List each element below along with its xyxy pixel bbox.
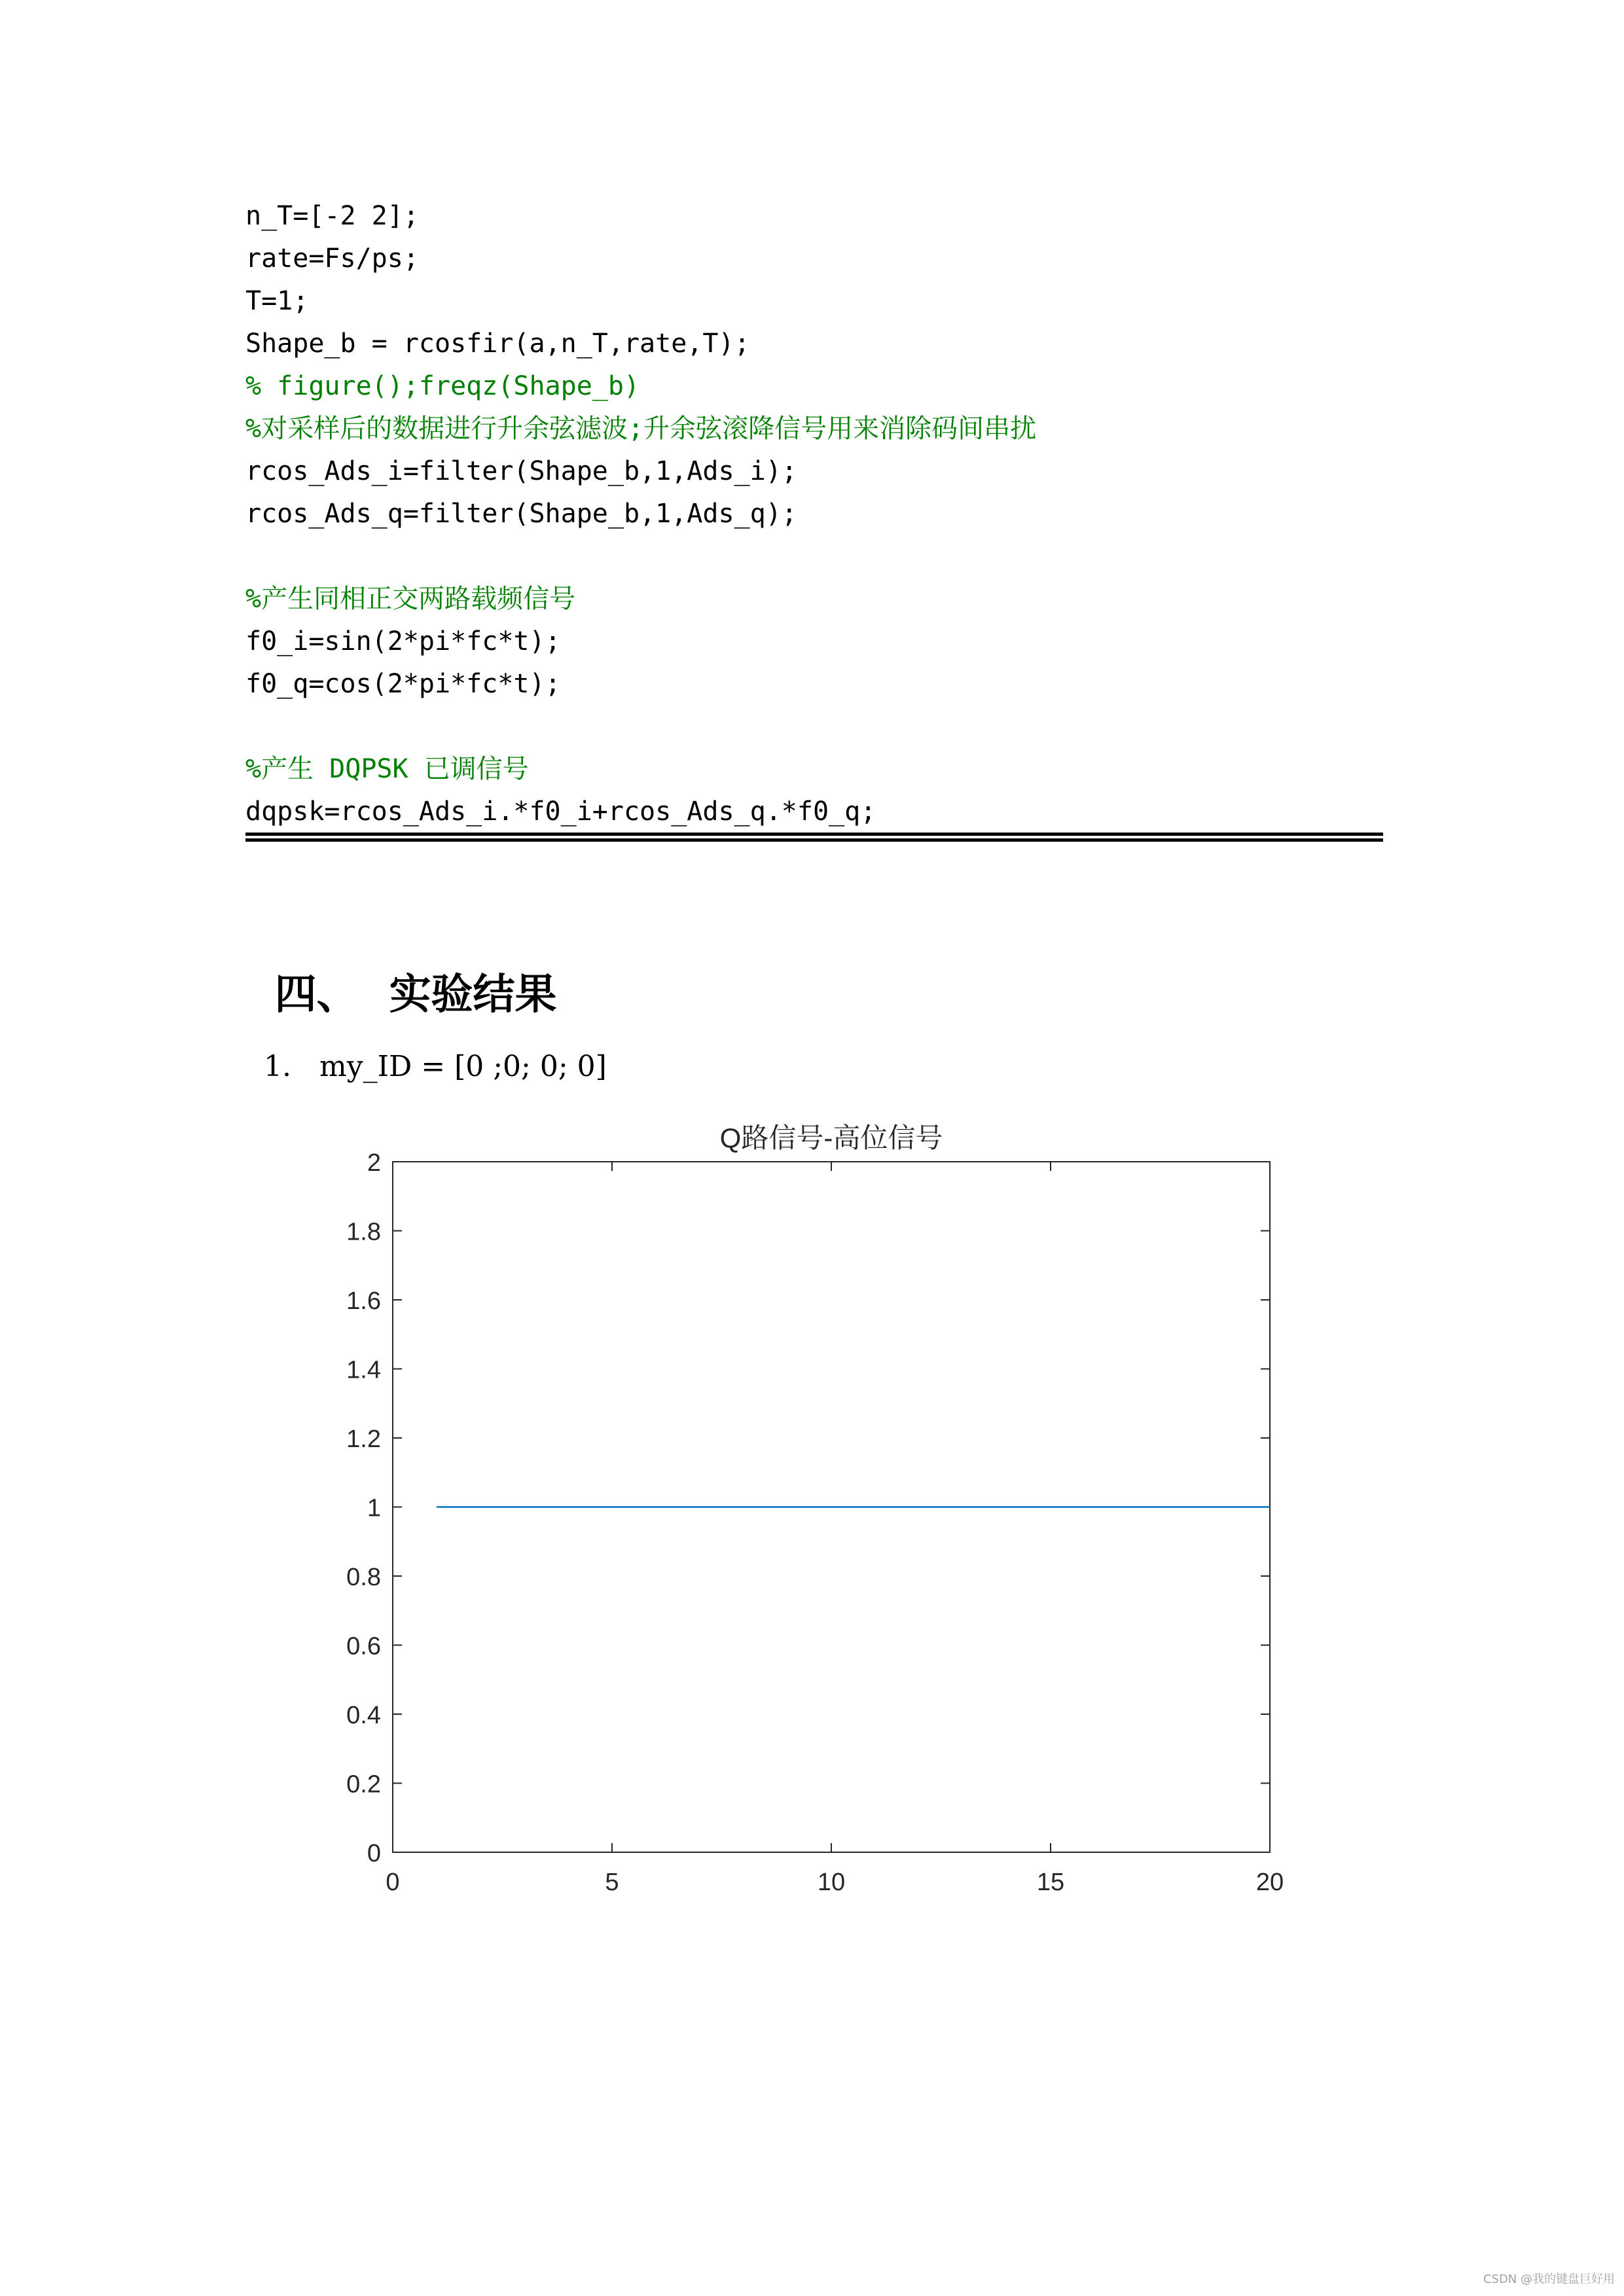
y-tick-label: 0.6 [346, 1632, 381, 1660]
x-tick-label: 20 [1255, 1869, 1284, 1896]
code-line: dqpsk=rcos_Ads_i.*f0_i+rcos_Ads_q.*f0_q; [245, 797, 876, 827]
y-tick-label: 0 [367, 1840, 381, 1867]
code-line: T=1; [245, 286, 309, 316]
x-tick-label: 10 [817, 1869, 846, 1896]
code-comment-line: %对采样后的数据进行升余弦滤波;升余弦滚降信号用来消除码间串扰 [245, 414, 1037, 444]
line-chart [301, 1100, 1322, 1918]
y-tick-label: 1.4 [346, 1356, 381, 1384]
x-tick-label: 15 [1036, 1869, 1065, 1896]
list-item [245, 988, 607, 1083]
x-tick-label: 5 [605, 1869, 619, 1896]
code-divider-top [245, 833, 1383, 836]
code-comment-line: %产生 DQPSK 已调信号 [245, 754, 529, 784]
y-tick-label: 1 [367, 1494, 381, 1522]
code-comment-line: % figure();freqz(Shape_b) [245, 371, 640, 401]
y-tick-label: 0.4 [346, 1702, 381, 1729]
code-line: rcos_Ads_q=filter(Shape_b,1,Ads_q); [245, 499, 797, 529]
code-line: n_T=[-2 2]; [245, 201, 419, 231]
y-tick-label: 0.8 [346, 1564, 381, 1591]
section-number: 四、 [274, 970, 359, 1019]
x-tick-label: 0 [386, 1869, 400, 1896]
y-tick-label: 1.2 [346, 1426, 381, 1453]
code-line: f0_i=sin(2*pi*fc*t); [245, 626, 561, 656]
chart-title: Q路信号-高位信号 [719, 1122, 943, 1153]
code-divider-bottom [245, 838, 1383, 842]
code-line: rate=Fs/ps; [245, 243, 419, 274]
code-line: Shape_b = rcosfir(a,n_T,rate,T); [245, 329, 750, 359]
y-tick-label: 2 [367, 1149, 381, 1177]
section-title: 实验结果 [389, 970, 557, 1019]
y-tick-label: 1.6 [346, 1287, 381, 1315]
code-comment-line: %产生同相正交两路载频信号 [245, 584, 576, 614]
code-line: rcos_Ads_i=filter(Shape_b,1,Ads_i); [245, 456, 797, 486]
watermark: CSDN @我的键盘巨好用 [1483, 2272, 1615, 2286]
y-tick-label: 0.2 [346, 1770, 381, 1799]
section-heading [245, 897, 557, 1019]
list-text: my_ID = [0 ;0; 0; 0] [319, 1050, 607, 1083]
list-marker: 1. [263, 1050, 291, 1083]
code-line: f0_q=cos(2*pi*fc*t); [245, 669, 561, 699]
y-tick-label: 1.8 [346, 1218, 381, 1246]
